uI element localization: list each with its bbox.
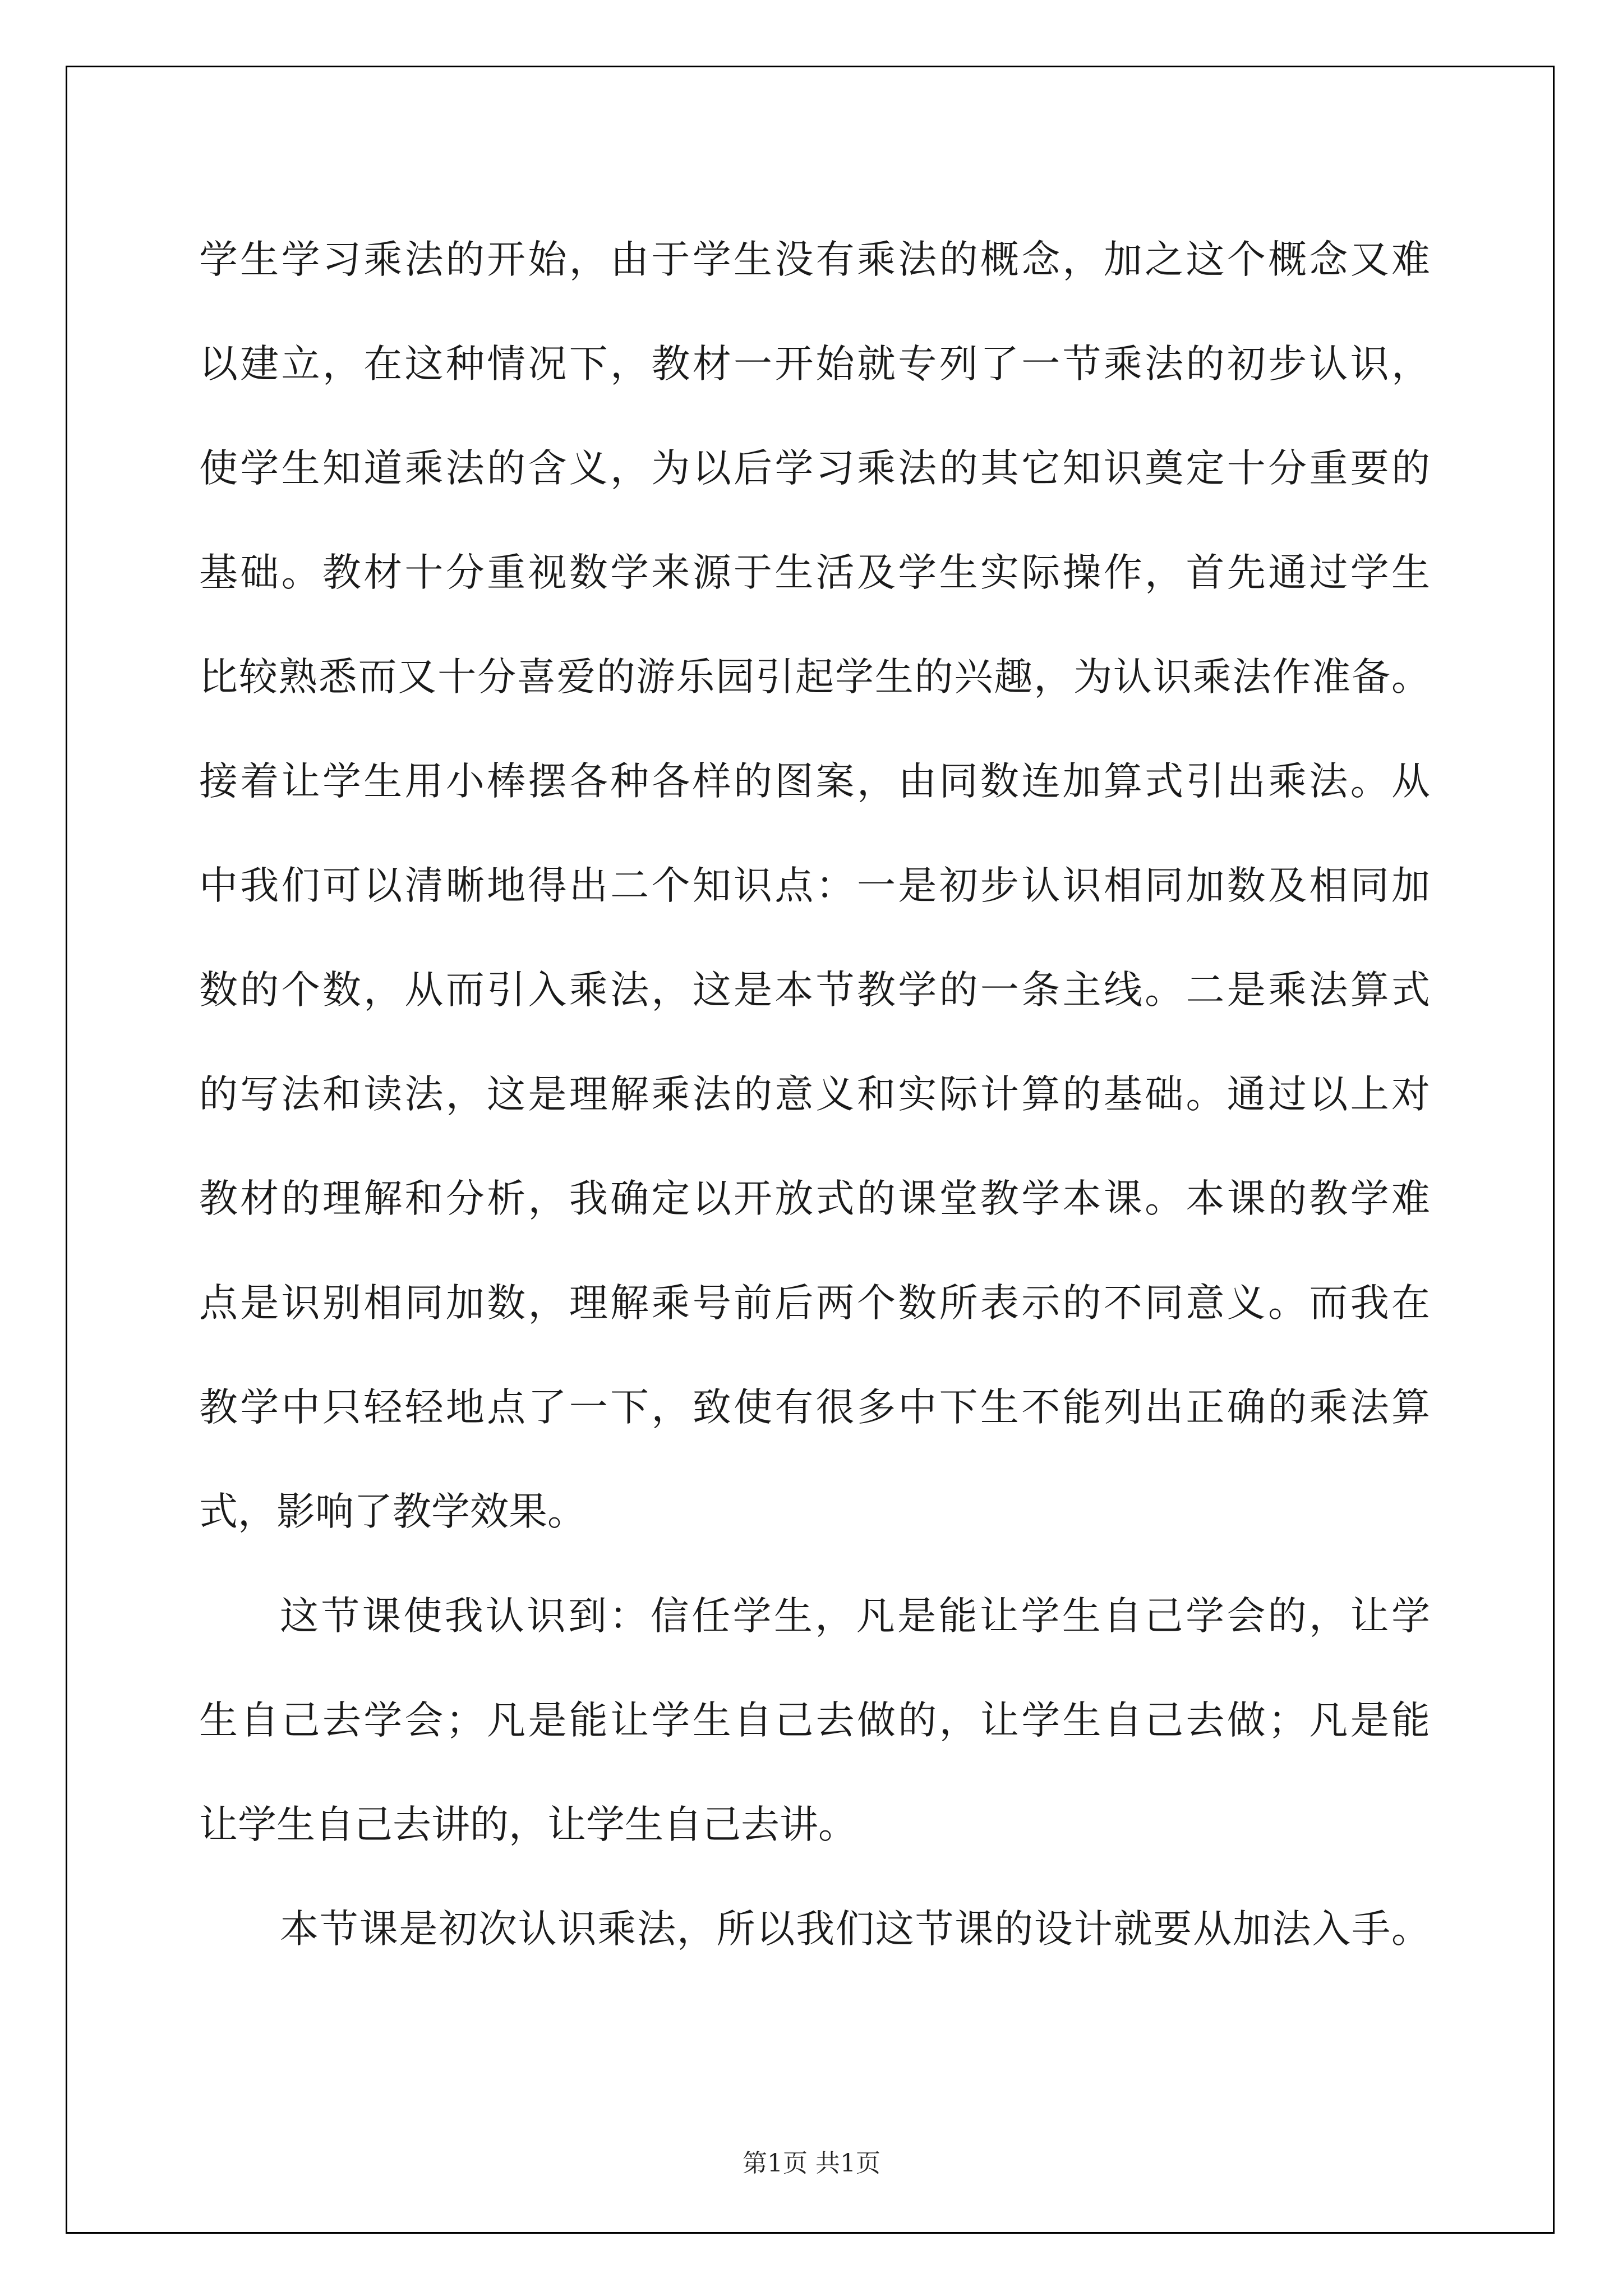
text-line: 的写法和读法，这是理解乘法的意义和实际计算的基础。通过以上对 xyxy=(199,1072,1430,1117)
paragraph-start-line: 这节课使我认识到：信任学生，凡是能让学生自己学会的，让学 xyxy=(280,1594,1430,1639)
text-line: 数的个数，从而引入乘法，这是本节教学的一条主线。二是乘法算式 xyxy=(199,968,1430,1013)
text-line: 生自己去学会；凡是能让学生自己去做的，让学生自己去做；凡是能 xyxy=(199,1698,1430,1743)
text-line: 以建立，在这种情况下，教材一开始就专列了一节乘法的初步认识， xyxy=(199,342,1430,386)
text-line: 点是识别相同加数，理解乘号前后两个数所表示的不同意义。而我在 xyxy=(199,1281,1430,1326)
text-line: 中我们可以清晰地得出二个知识点：一是初步认识相同加数及相同加 xyxy=(199,863,1430,908)
paragraph-start-line: 本节课是初次认识乘法，所以我们这节课的设计就要从加法入手。 xyxy=(280,1907,1430,1952)
text-line: 教学中只轻轻地点了一下，致使有很多中下生不能列出正确的乘法算 xyxy=(199,1385,1430,1430)
text-line: 比较熟悉而又十分喜爱的游乐园引起学生的兴趣，为认识乘法作准备。 xyxy=(199,655,1430,700)
document-body xyxy=(199,208,1430,1981)
text-line: 学生学习乘法的开始，由于学生没有乘法的概念，加之这个概念又难 xyxy=(199,237,1430,282)
text-line: 基础。教材十分重视数学来源于生活及学生实际操作，首先通过学生 xyxy=(199,550,1430,595)
text-line: 式，影响了教学效果。 xyxy=(199,1489,586,1534)
text-line: 接着让学生用小棒摆各种各样的图案，由同数连加算式引出乘法。从 xyxy=(199,759,1430,804)
text-line: 使学生知道乘法的含义，为以后学习乘法的其它知识奠定十分重要的 xyxy=(199,446,1430,491)
page-footer: 第1页 共1页 xyxy=(743,2149,880,2178)
text-line: 教材的理解和分析，我确定以开放式的课堂教学本课。本课的教学难 xyxy=(199,1176,1430,1221)
text-line: 让学生自己去讲的，让学生自己去讲。 xyxy=(199,1802,857,1847)
